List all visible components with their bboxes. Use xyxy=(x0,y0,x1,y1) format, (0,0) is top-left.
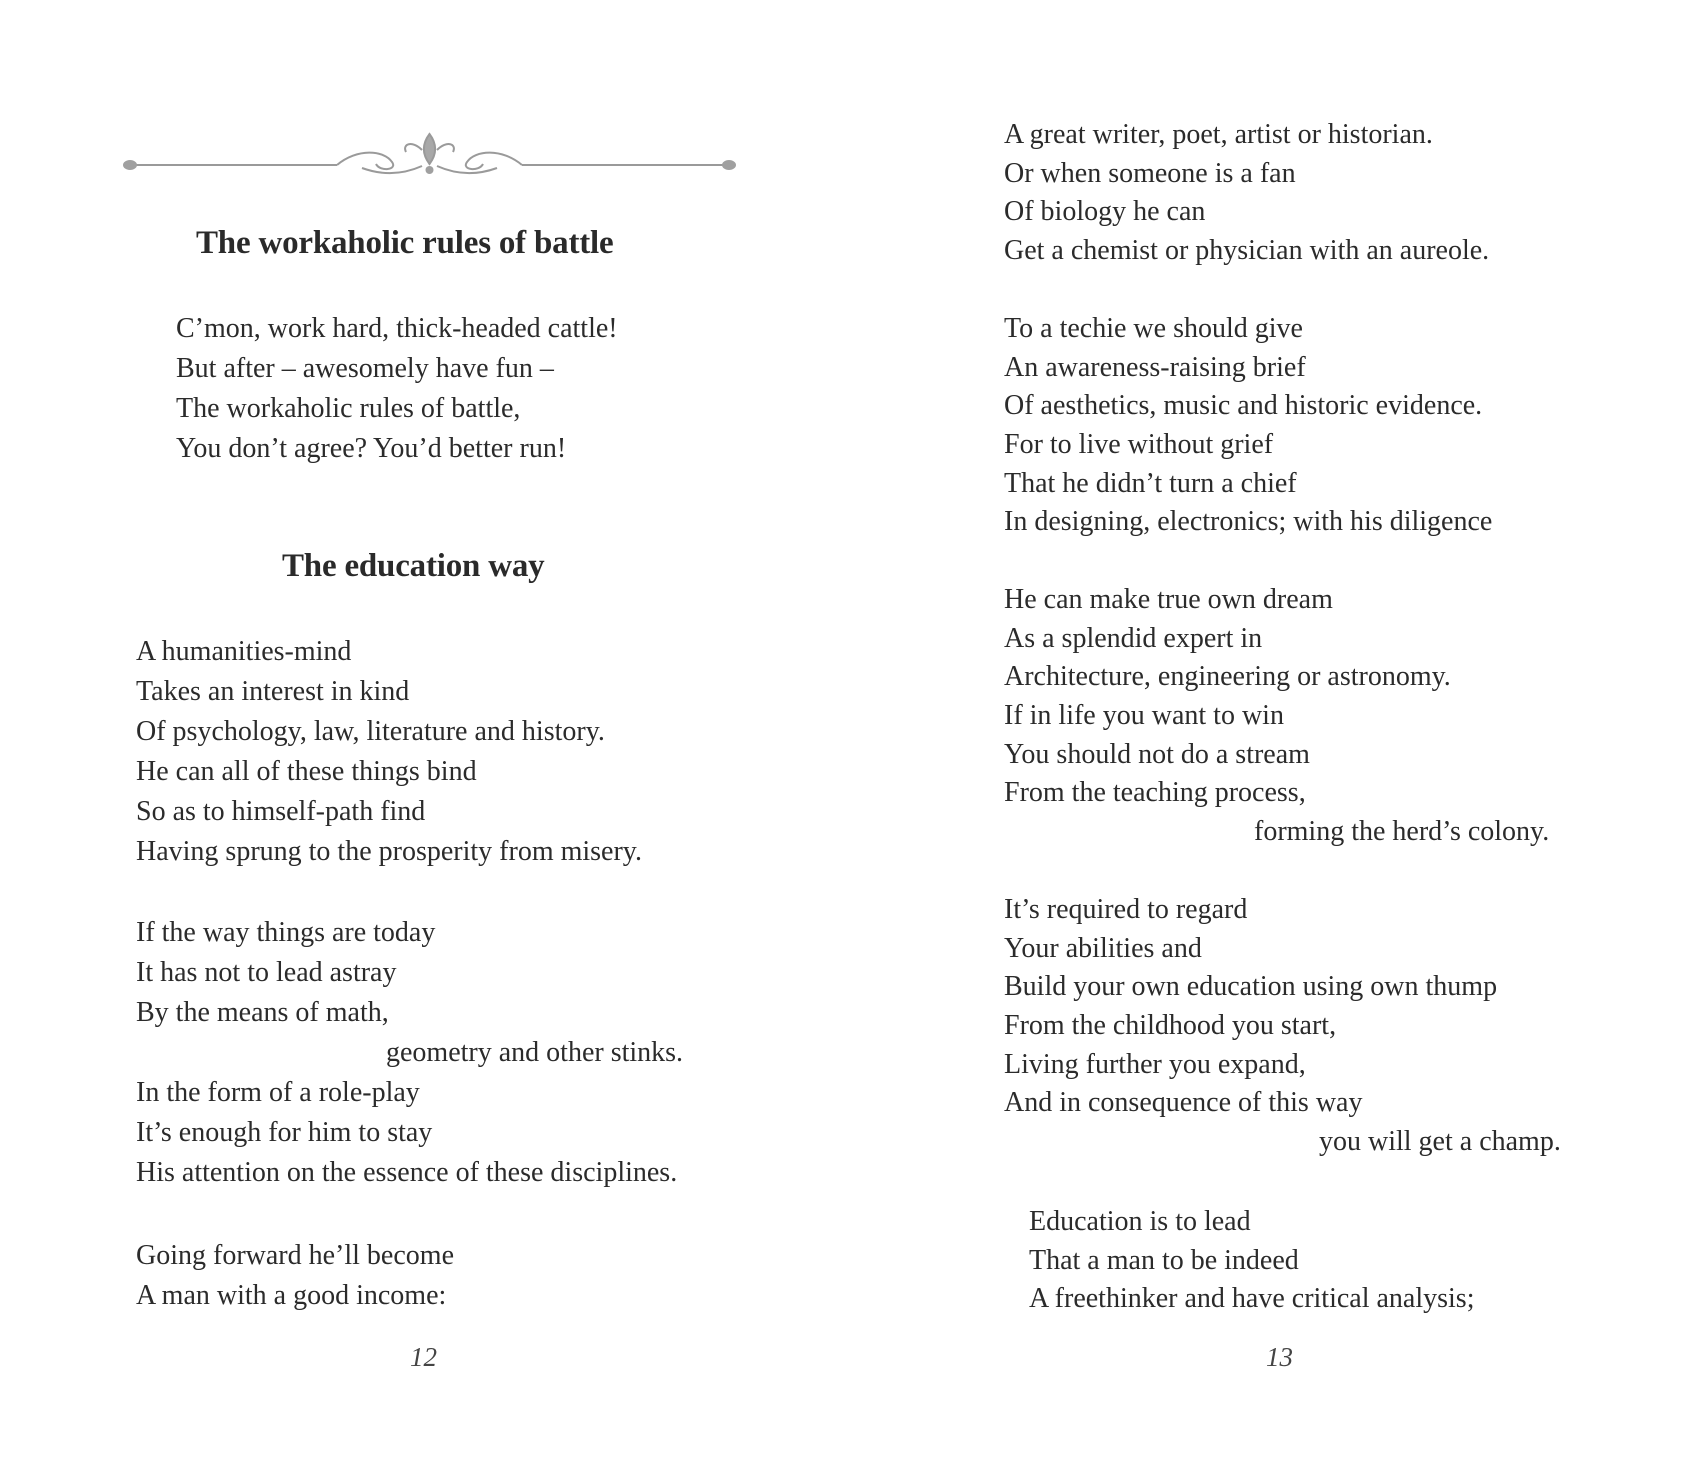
poem-line: C’mon, work hard, thick-headed cattle! xyxy=(176,313,618,344)
stanza xyxy=(136,1236,454,1316)
poem-line: A freethinker and have critical analysis; xyxy=(1029,1283,1475,1315)
poem-line: To a techie we should give xyxy=(1004,313,1303,344)
poem-line: His attention on the essence of these disciplines. xyxy=(136,1157,678,1188)
poem-line: Education is to lead xyxy=(1029,1206,1251,1237)
poem-line: Architecture, engineering or astronomy. xyxy=(1004,661,1451,693)
stanza xyxy=(1004,891,1561,1162)
page-number: 13 xyxy=(1266,1342,1293,1372)
poem-line: In the form of a role-play xyxy=(136,1077,420,1108)
poem-line: If the way things are today xyxy=(136,917,436,948)
poem-line: As a splendid expert in xyxy=(1004,622,1263,654)
poem-line: Your abilities and xyxy=(1004,932,1202,964)
stanza xyxy=(1004,581,1549,852)
poem-line: Get a chemist or physician with an aureole. xyxy=(1004,235,1490,267)
poem-title: The education way xyxy=(282,548,545,584)
poem-line: you will get a champ. xyxy=(1319,1126,1561,1158)
poem-line: Build your own education using own thump xyxy=(1004,971,1498,1003)
stanza xyxy=(1004,116,1489,271)
poem-line: Living further you expand, xyxy=(1004,1048,1306,1080)
poem-line: It’s enough for him to stay xyxy=(136,1117,433,1148)
poem-line: Of psychology, law, literature and history. xyxy=(136,716,605,747)
poem-title: The workaholic rules of battle xyxy=(196,225,614,261)
stanza xyxy=(136,632,642,872)
poem-line: Takes an interest in kind xyxy=(136,676,410,707)
flourish-ornament-icon xyxy=(122,128,737,176)
poem-line: He can all of these things bind xyxy=(136,756,477,787)
poem-line: By the means of math, xyxy=(136,997,389,1028)
left-page xyxy=(0,0,849,1469)
poem-line: Or when someone is a fan xyxy=(1004,157,1296,189)
poem-line: Going forward he’ll become xyxy=(136,1240,454,1271)
poem-line: If in life you want to win xyxy=(1004,700,1284,732)
poem-line: That a man to be indeed xyxy=(1029,1244,1299,1276)
page-number: 12 xyxy=(410,1342,437,1372)
poem-line: A man with a good income: xyxy=(136,1280,447,1311)
poem-line: For to live without grief xyxy=(1004,429,1274,461)
right-page xyxy=(849,0,1699,1469)
poem-line: From the childhood you start, xyxy=(1004,1010,1337,1042)
stanza xyxy=(136,913,683,1193)
stanza xyxy=(1029,1203,1474,1319)
stanza xyxy=(176,309,618,469)
poem-line: In designing, electronics; with his diligence xyxy=(1004,506,1493,538)
poem-line: A humanities-mind xyxy=(136,636,352,667)
poem-line: From the teaching process, xyxy=(1004,777,1306,809)
poem-line: The workaholic rules of battle, xyxy=(176,393,521,424)
poem-line: Of biology he can xyxy=(1004,196,1206,228)
poem-line: You don’t agree? You’d better run! xyxy=(176,433,567,464)
poem-line: Of aesthetics, music and historic evidence. xyxy=(1004,390,1483,422)
poem-line: You should not do a stream xyxy=(1004,738,1310,770)
poem-line: So as to himself-path find xyxy=(136,796,426,827)
poem-line: Having sprung to the prosperity from misery. xyxy=(136,836,642,867)
poem-line: An awareness-raising brief xyxy=(1004,351,1306,383)
poem-line: That he didn’t turn a chief xyxy=(1004,467,1297,499)
poem-line: But after – awesomely have fun – xyxy=(176,353,554,384)
stanza xyxy=(1004,310,1492,542)
poem-line: And in consequence of this way xyxy=(1004,1087,1363,1119)
poem-line: forming the herd’s colony. xyxy=(1254,816,1550,848)
poem-line: It has not to lead astray xyxy=(136,957,397,988)
poem-line: He can make true own dream xyxy=(1004,584,1333,615)
poem-line: It’s required to regard xyxy=(1004,894,1248,925)
poem-line: A great writer, poet, artist or historian. xyxy=(1004,119,1433,150)
poem-line: geometry and other stinks. xyxy=(386,1037,684,1068)
